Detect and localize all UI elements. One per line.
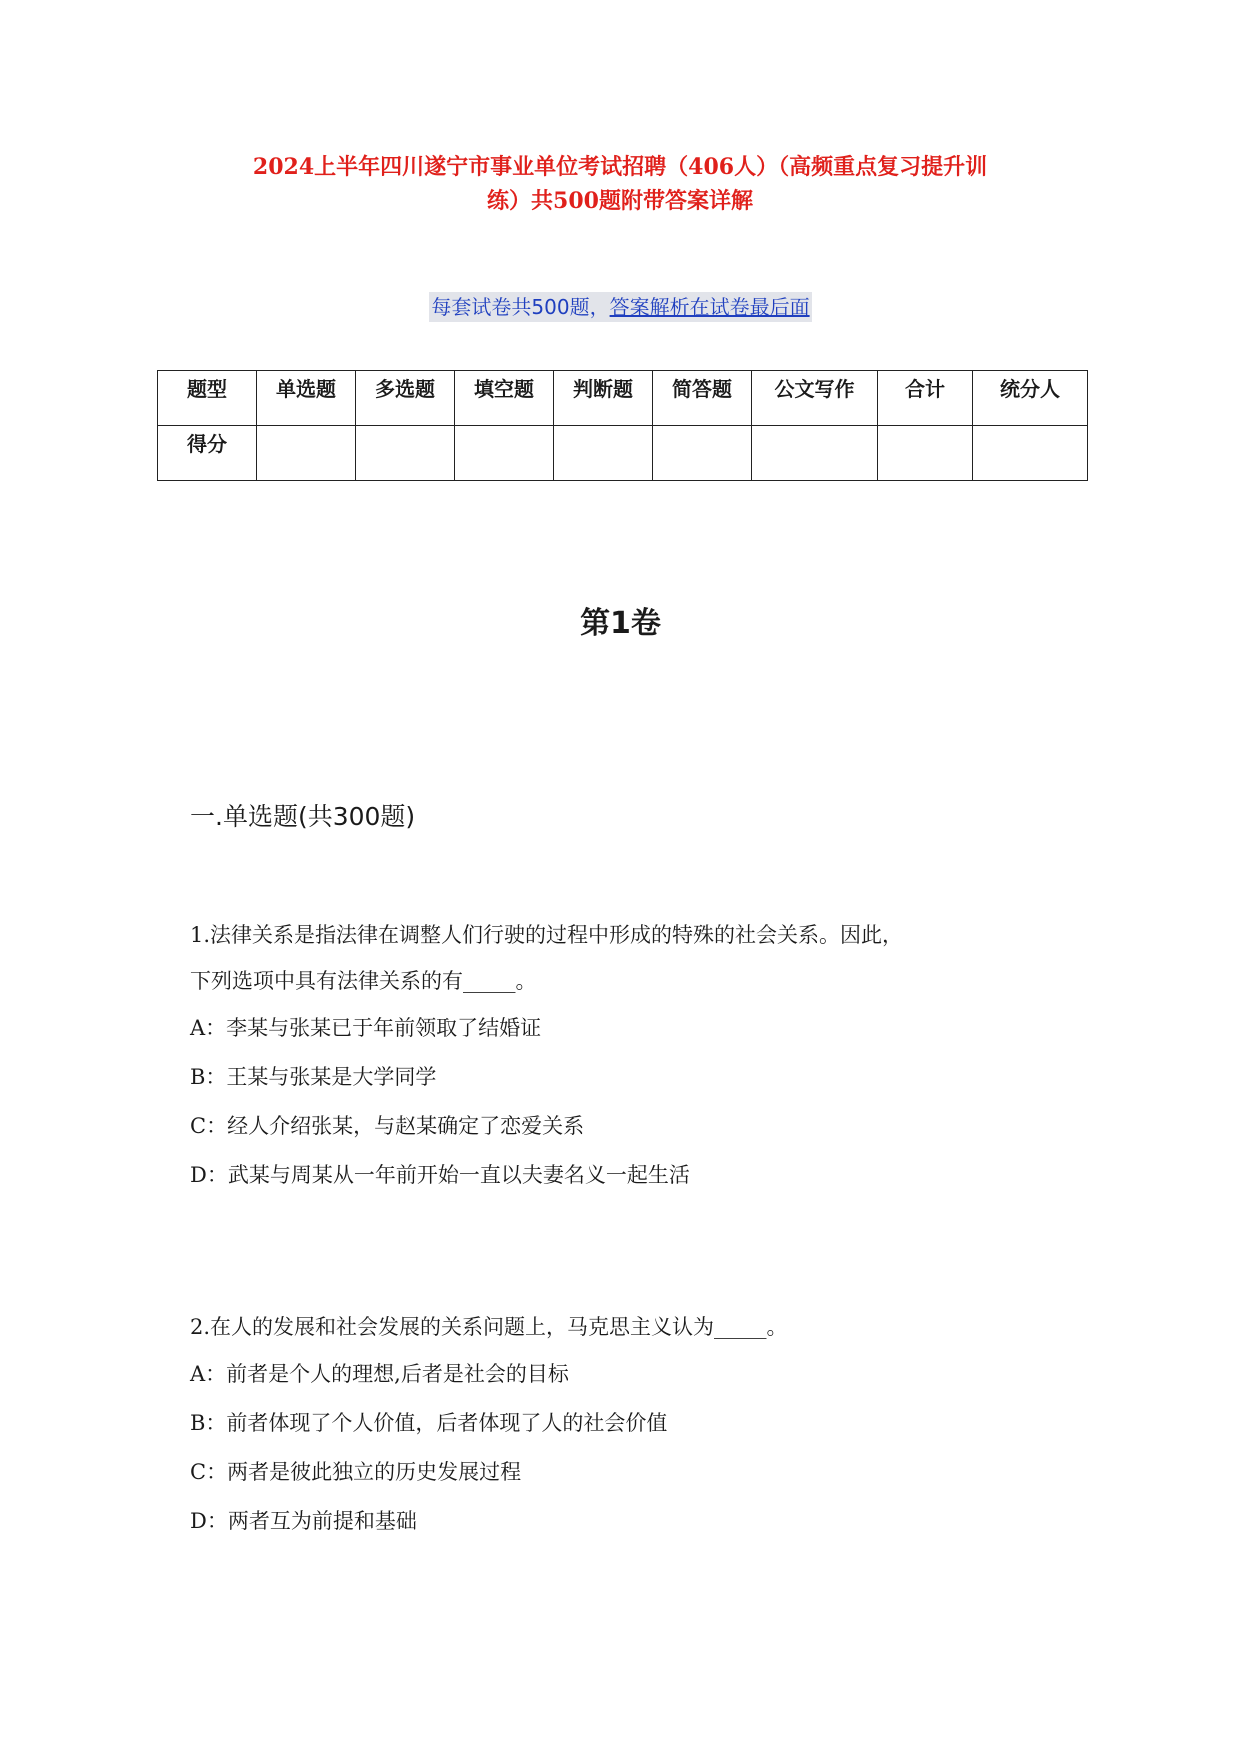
option-a: A：前者是个人的理想,后者是社会的目标: [190, 1362, 569, 1386]
question-stem: 1.法律关系是指法律在调整人们行驶的过程中形成的特殊的社会关系。因此，: [190, 923, 904, 947]
header-cell: 填空题: [455, 371, 554, 426]
score-cell[interactable]: [554, 426, 653, 481]
header-cell: 多选题: [356, 371, 455, 426]
score-cell[interactable]: [973, 426, 1088, 481]
subtitle-row: [0, 292, 1241, 322]
option-c: C：经人介绍张某，与赵某确定了恋爱关系: [190, 1114, 585, 1138]
question-stem: 2.在人的发展和社会发展的关系问题上，马克思主义认为_____。: [190, 1315, 788, 1339]
question-1: [190, 912, 1070, 1200]
subtitle-link[interactable]: 答案解析在试卷最后面: [609, 295, 810, 319]
section-heading: 一.单选题(共300题): [190, 802, 416, 831]
score-cell[interactable]: [653, 426, 752, 481]
header-cell: 统分人: [973, 371, 1088, 426]
header-cell: 题型: [158, 371, 257, 426]
header-cell: 判断题: [554, 371, 653, 426]
score-table-score-row: [158, 426, 1088, 481]
question-2: [190, 1304, 1070, 1546]
header-cell: 公文写作: [752, 371, 878, 426]
score-cell[interactable]: [455, 426, 554, 481]
option-c: C：两者是彼此独立的历史发展过程: [190, 1460, 522, 1484]
option-a: A：李某与张某已于年前领取了结婚证: [190, 1016, 542, 1040]
question-stem: 下列选项中具有法律关系的有_____。: [190, 969, 537, 993]
score-cell[interactable]: [752, 426, 878, 481]
document-title: [180, 150, 1060, 218]
option-d: D：两者互为前提和基础: [190, 1509, 417, 1533]
option-d: D：武某与周某从一年前开始一直以夫妻名义一起生活: [190, 1163, 690, 1187]
subtitle-text: 每套试卷共500题，: [431, 295, 610, 319]
header-cell: 简答题: [653, 371, 752, 426]
volume-heading: 第1卷: [580, 606, 661, 641]
title-line-1: 2024上半年四川遂宁市事业单位考试招聘（406人）（高频重点复习提升训: [252, 154, 988, 180]
score-cell[interactable]: [878, 426, 973, 481]
score-cell[interactable]: [356, 426, 455, 481]
score-cell[interactable]: [257, 426, 356, 481]
score-table-header-row: [158, 371, 1088, 426]
score-table: [157, 370, 1088, 481]
title-line-2: 练）共500题附带答案详解: [487, 188, 753, 214]
score-row-label: 得分: [158, 426, 257, 481]
header-cell: 合计: [878, 371, 973, 426]
header-cell: 单选题: [257, 371, 356, 426]
option-b: B：王某与张某是大学同学: [190, 1065, 437, 1089]
subtitle-banner: [429, 292, 811, 322]
option-b: B：前者体现了个人价值，后者体现了人的社会价值: [190, 1411, 668, 1435]
